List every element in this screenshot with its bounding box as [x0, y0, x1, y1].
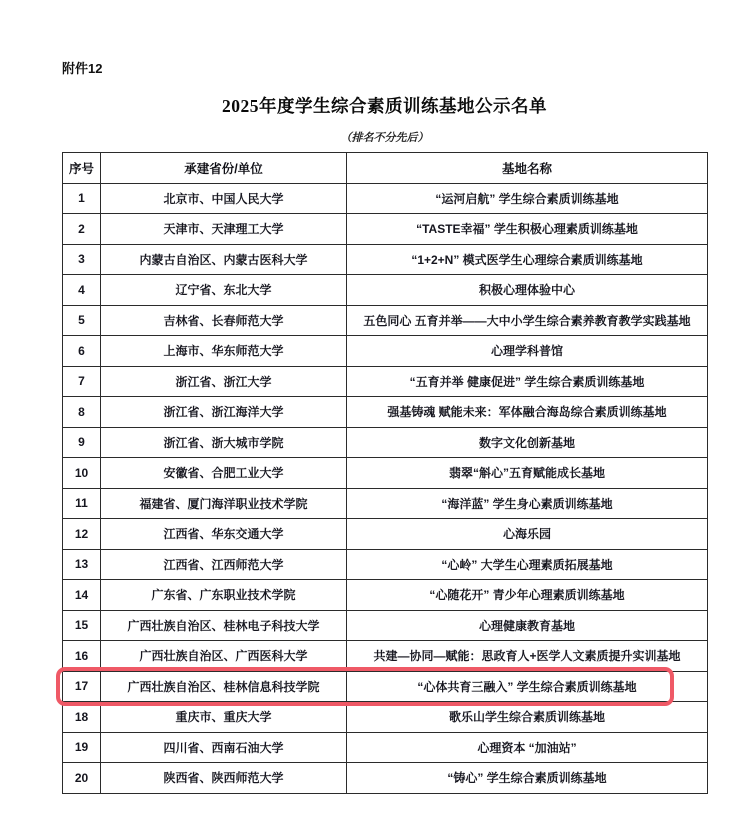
table-row [63, 427, 708, 458]
col-header-unit: 承建省份/单位 [101, 153, 347, 184]
row-base: 共建—协同—赋能：思政育人+医学人文素质提升实训基地 [347, 641, 708, 672]
table-row [63, 488, 708, 519]
row-no: 5 [63, 305, 101, 336]
row-no: 13 [63, 549, 101, 580]
table-row [63, 519, 708, 550]
row-unit: 浙江省、浙江海洋大学 [101, 397, 347, 428]
row-base: 数字文化创新基地 [347, 427, 708, 458]
table-row [63, 366, 708, 397]
row-unit: 陕西省、陕西师范大学 [101, 763, 347, 794]
page-subtitle: （排名不分先后） [340, 132, 429, 144]
table-row [63, 305, 708, 336]
row-no: 11 [63, 488, 101, 519]
row-unit: 广西壮族自治区、广西医科大学 [101, 641, 347, 672]
row-base: “心随花开” 青少年心理素质训练基地 [347, 580, 708, 611]
row-no: 16 [63, 641, 101, 672]
row-no: 2 [63, 214, 101, 245]
row-base: “铸心” 学生综合素质训练基地 [347, 763, 708, 794]
table-row [63, 610, 708, 641]
row-unit: 广西壮族自治区、桂林信息科技学院 [101, 671, 347, 702]
row-no: 6 [63, 336, 101, 367]
table-row [63, 732, 708, 763]
row-unit: 广西壮族自治区、桂林电子科技大学 [101, 610, 347, 641]
row-unit: 福建省、厦门海洋职业技术学院 [101, 488, 347, 519]
row-unit: 上海市、华东师范大学 [101, 336, 347, 367]
row-no: 1 [63, 183, 101, 214]
row-base: “心体共育三融入” 学生综合素质训练基地 [347, 671, 708, 702]
page-title: 2025年度学生综合素质训练基地公示名单 [222, 96, 547, 116]
table-row [63, 549, 708, 580]
table-row [63, 397, 708, 428]
row-base: 心理健康教育基地 [347, 610, 708, 641]
table-header-row [63, 153, 708, 184]
row-base: 积极心理体验中心 [347, 275, 708, 306]
row-no: 9 [63, 427, 101, 458]
row-unit: 吉林省、长春师范大学 [101, 305, 347, 336]
row-no: 15 [63, 610, 101, 641]
row-base: 心理资本 “加油站” [347, 732, 708, 763]
row-no: 18 [63, 702, 101, 733]
row-unit: 安徽省、合肥工业大学 [101, 458, 347, 489]
row-no: 17 [63, 671, 101, 702]
table-row [63, 702, 708, 733]
row-unit: 江西省、江西师范大学 [101, 549, 347, 580]
table-row [63, 336, 708, 367]
row-no: 4 [63, 275, 101, 306]
row-base: 强基铸魂 赋能未来：军体融合海岛综合素质训练基地 [347, 397, 708, 428]
row-unit: 北京市、中国人民大学 [101, 183, 347, 214]
table-row [63, 671, 708, 702]
row-no: 12 [63, 519, 101, 550]
col-header-no: 序号 [63, 153, 101, 184]
row-unit: 江西省、华东交通大学 [101, 519, 347, 550]
table-row [63, 458, 708, 489]
row-unit: 广东省、广东职业技术学院 [101, 580, 347, 611]
row-base: “1+2+N” 模式医学生心理综合素质训练基地 [347, 244, 708, 275]
table-row [63, 580, 708, 611]
row-base: 心理学科普馆 [347, 336, 708, 367]
row-unit: 四川省、西南石油大学 [101, 732, 347, 763]
table-row [63, 183, 708, 214]
row-unit: 浙江省、浙江大学 [101, 366, 347, 397]
row-unit: 天津市、天津理工大学 [101, 214, 347, 245]
table-row [63, 244, 708, 275]
row-no: 10 [63, 458, 101, 489]
row-no: 3 [63, 244, 101, 275]
row-unit: 浙江省、浙大城市学院 [101, 427, 347, 458]
row-unit: 重庆市、重庆大学 [101, 702, 347, 733]
row-no: 19 [63, 732, 101, 763]
row-no: 20 [63, 763, 101, 794]
row-no: 14 [63, 580, 101, 611]
row-base: 歌乐山学生综合素质训练基地 [347, 702, 708, 733]
row-unit: 辽宁省、东北大学 [101, 275, 347, 306]
row-base: “运河启航” 学生综合素质训练基地 [347, 183, 708, 214]
row-base: “心岭” 大学生心理素质拓展基地 [347, 549, 708, 580]
row-base: 五色同心 五育并举——大中小学生综合素养教育教学实践基地 [347, 305, 708, 336]
row-unit: 内蒙古自治区、内蒙古医科大学 [101, 244, 347, 275]
table-row [63, 214, 708, 245]
row-base: “TASTE幸福” 学生积极心理素质训练基地 [347, 214, 708, 245]
base-list-table [62, 152, 708, 794]
row-base: 翡翠“斛心”五育赋能成长基地 [347, 458, 708, 489]
row-no: 8 [63, 397, 101, 428]
table-row [63, 763, 708, 794]
row-no: 7 [63, 366, 101, 397]
row-base: “五育并举 健康促进” 学生综合素质训练基地 [347, 366, 708, 397]
row-base: “海洋蓝” 学生身心素质训练基地 [347, 488, 708, 519]
col-header-base: 基地名称 [347, 153, 708, 184]
table-row [63, 275, 708, 306]
row-base: 心海乐园 [347, 519, 708, 550]
table-row [63, 641, 708, 672]
attachment-label: 附件12 [62, 61, 103, 76]
